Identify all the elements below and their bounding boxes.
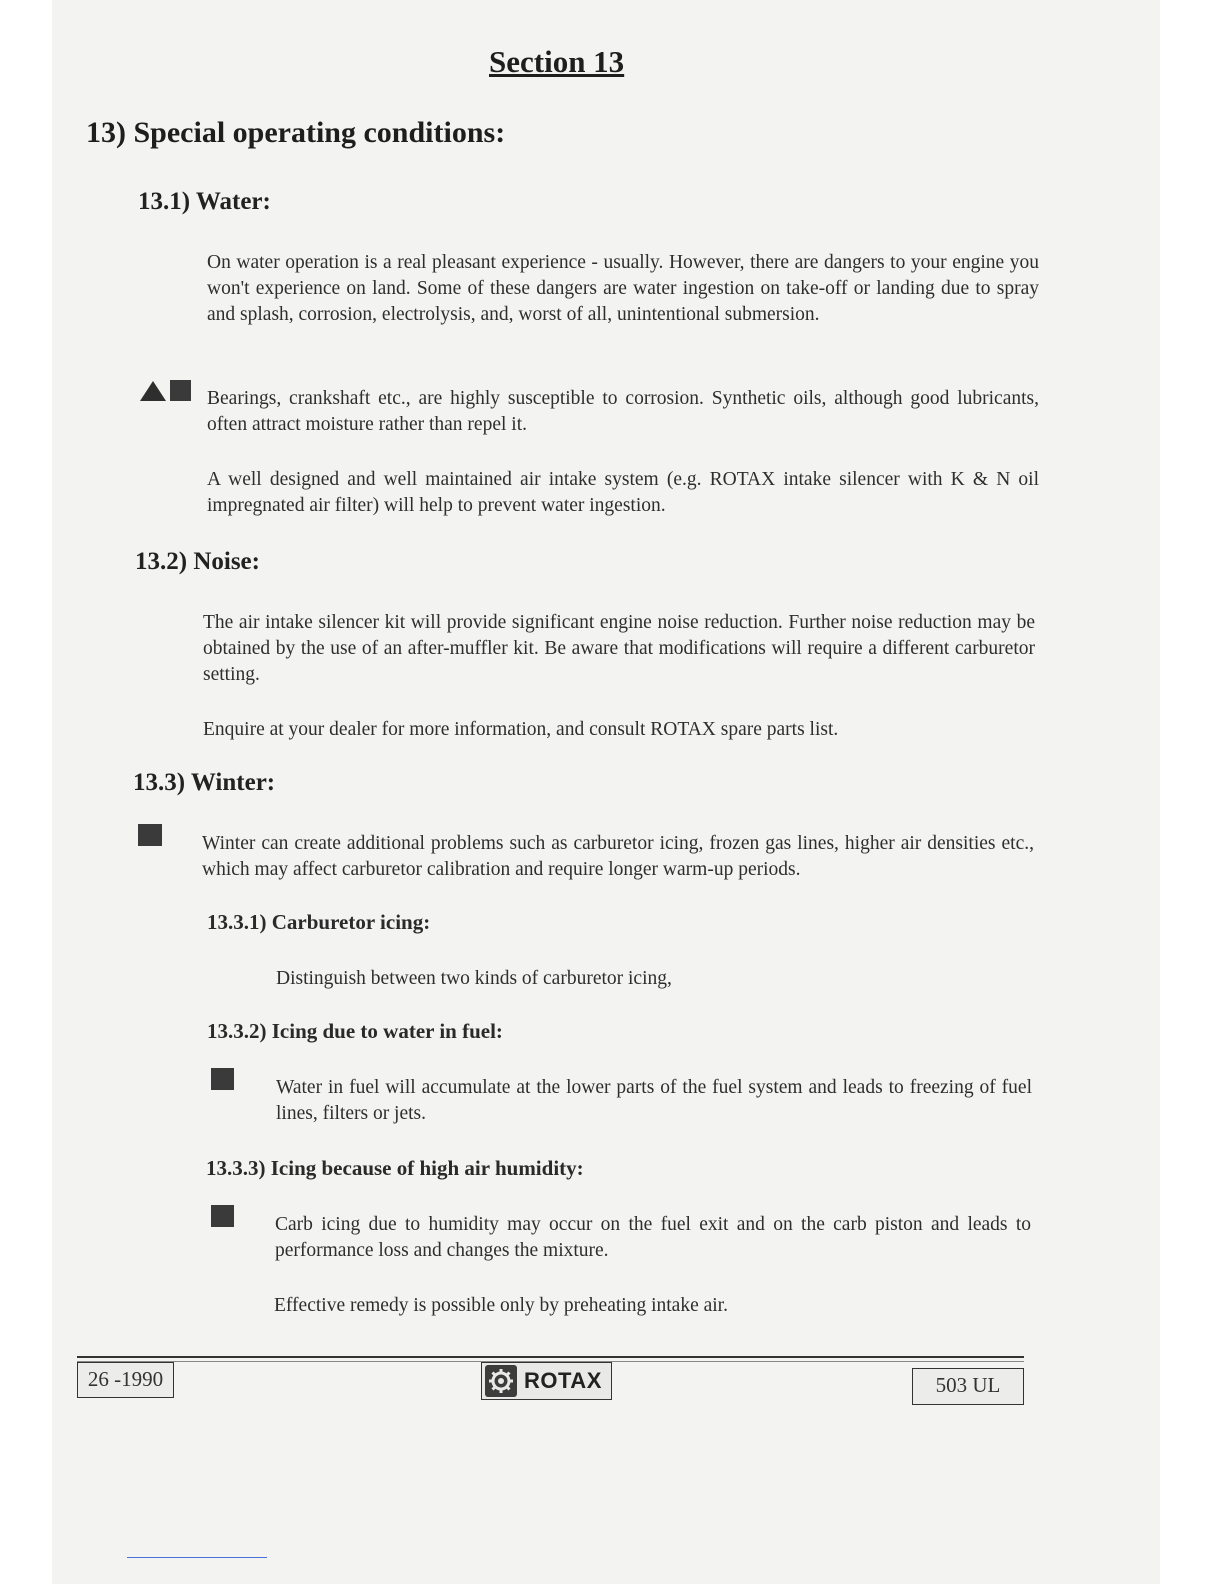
rotax-gear-icon <box>485 1365 517 1397</box>
water-paragraph-2: Bearings, crankshaft etc., are highly susceptible to corrosion. Synthetic oils, although good lubricants, often attract moisture rather than repel it. <box>207 388 1039 435</box>
noise-paragraph-1: The air intake silencer kit will provide significant engine noise reduction. Further noise reduction may be obtained by the use of an after-muffler kit. Be aware that modifications will require a different carburetor setting. <box>203 612 1035 685</box>
rotax-logo <box>481 1362 612 1400</box>
humidity-icing-text: Carb icing due to humidity may occur on the fuel exit and on the carb piston and leads to performance loss and changes the mixture. <box>275 1214 1031 1261</box>
humidity-remedy-text: Effective remedy is possible only by preheating intake air. <box>274 1295 728 1316</box>
footer-rule <box>77 1356 1024 1358</box>
winter-heading: 13.3) Winter: <box>133 769 276 796</box>
bottom-underline <box>127 1557 267 1558</box>
carburetor-icing-heading: 13.3.1) Carburetor icing: <box>207 910 431 934</box>
page-number-box: 26 -1990 <box>77 1362 174 1398</box>
winter-paragraph-1: Winter can create additional problems such as carburetor icing, frozen gas lines, higher air densities etc., which may affect carburetor calibration and require longer warm-up periods. <box>202 833 1034 880</box>
square-bullet-icon <box>170 380 191 401</box>
square-bullet-icon <box>138 824 162 846</box>
gear-icon <box>488 1368 514 1394</box>
logo-text: ROTAX <box>524 1368 602 1393</box>
main-heading: 13) Special operating conditions: <box>86 116 506 149</box>
humidity-icing-heading: 13.3.3) Icing because of high air humidity: <box>206 1156 584 1180</box>
caution-symbol <box>140 380 196 402</box>
square-bullet-icon <box>211 1205 234 1227</box>
section-title: Section 13 <box>489 44 625 79</box>
noise-heading: 13.2) Noise: <box>135 548 260 575</box>
warning-triangle-icon <box>140 381 166 401</box>
model-box: 503 UL <box>912 1368 1024 1405</box>
carburetor-icing-text: Distinguish between two kinds of carburetor icing, <box>276 968 672 989</box>
water-paragraph-3: A well designed and well maintained air intake system (e.g. ROTAX intake silencer with K & N oil impregnated air filter) will help to prevent water ingestion. <box>207 469 1039 516</box>
water-heading: 13.1) Water: <box>138 188 271 215</box>
noise-paragraph-2: Enquire at your dealer for more information, and consult ROTAX spare parts list. <box>203 719 839 740</box>
square-bullet-icon <box>211 1068 234 1090</box>
water-in-fuel-text: Water in fuel will accumulate at the lower parts of the fuel system and leads to freezing of fuel lines, filters or jets. <box>276 1077 1032 1124</box>
water-paragraph-1: On water operation is a real pleasant experience - usually. However, there are dangers to your engine you won't experience on land. Some of these dangers are water ingestion on take-off or landing due to spray and splash, corrosion, electrolysis, and, worst of all, unintentional submersion. <box>207 252 1039 325</box>
water-in-fuel-heading: 13.3.2) Icing due to water in fuel: <box>207 1019 503 1043</box>
